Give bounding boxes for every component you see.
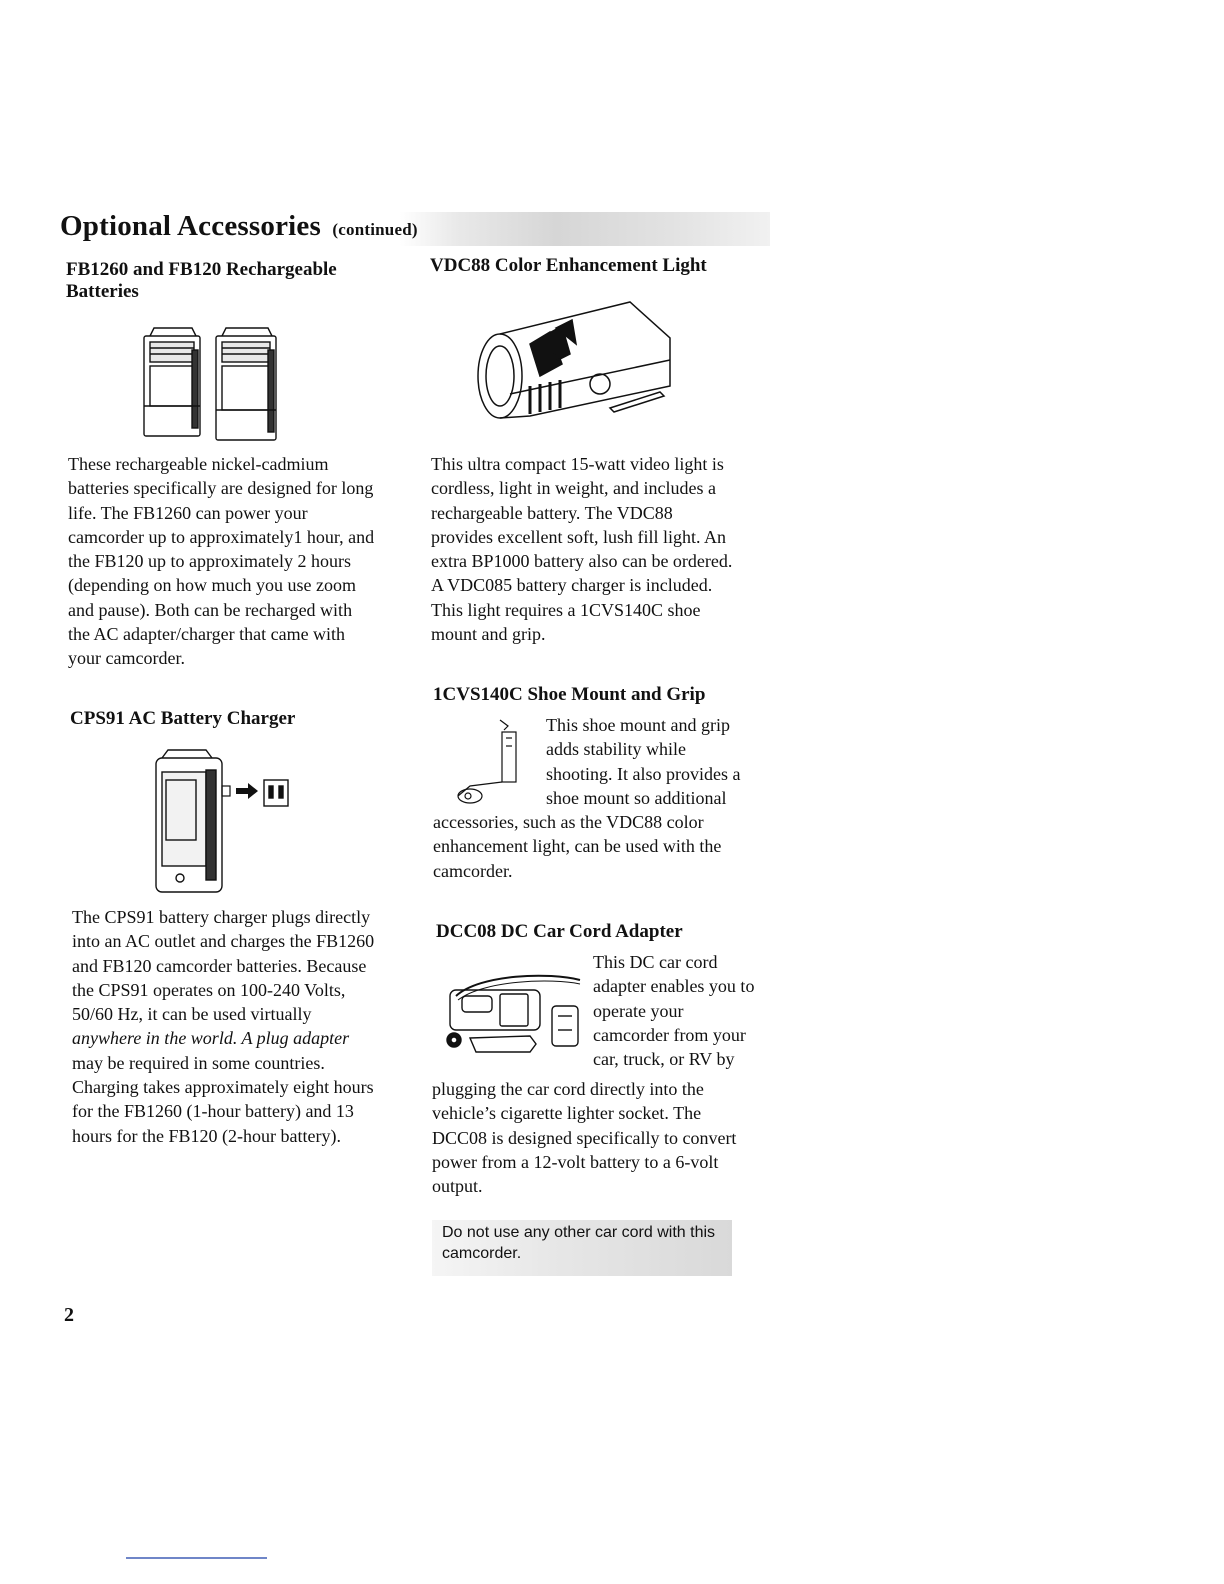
batteries-body [68,452,374,671]
carcord-body-line: This DC car cord [593,952,718,972]
grip-body-line: This shoe mount and grip [546,715,730,735]
charger-body [72,905,374,1148]
bottom-rule [126,1557,267,1559]
wall-outlet-icon [264,780,288,806]
batteries-body-line: batteries specifically are designed for long [68,478,374,499]
grip-body-line: accessories, such as the VDC88 color [433,812,704,832]
light-body-line: This light requires a 1CVS140C shoe [431,599,701,620]
grip-body-line: shooting. It also provides a [546,763,741,784]
arrow-right-icon [236,783,258,799]
carcord-body-full [432,1077,736,1198]
batteries-heading-line2: Batteries [66,281,139,302]
grip-body-full [433,810,721,883]
warning-line: Do not use any other car cord with this [442,1224,716,1241]
page-title-continued: (continued) [332,220,418,239]
charger-body-line: may be required in some countries. [72,1052,325,1073]
grip-body-line: camcorder. [433,860,513,881]
charger-body-line: anywhere in the world. A plug adapter [72,1028,350,1049]
light-body-line: rechargeable battery. The VDC88 [431,502,673,523]
page-title [60,210,418,243]
grip-body-beside [546,713,740,810]
grip-body-line: adds stability while [546,739,686,760]
battery-fb1260-icon [144,328,200,436]
warning-text [442,1222,715,1264]
batteries-body-line: (depending on how much you use zoom [68,575,356,596]
light-illustration [470,298,680,428]
battery-fb120-icon [216,328,276,440]
carcord-body-line: output. [432,1176,483,1197]
charger-body-line: the CPS91 operates on 100-240 Volts, [72,979,346,1000]
charger-body-line: for the FB1260 (1-hour battery) and 13 [72,1101,354,1122]
batteries-body-line: camcorder up to approximately1 hour, and [68,526,375,547]
carcord-body-line: power from a 12-volt battery to a 6-volt [432,1151,719,1172]
carcord-body-line: operate your [593,1000,684,1021]
page-title-text: Optional Accessories [60,210,321,242]
light-body-line: mount and grip. [431,624,546,645]
batteries-body-line: life. The FB1260 can power your [68,502,308,523]
light-body-line: This ultra compact 15-watt video light is [431,454,724,474]
grip-body-line: enhancement light, can be used with the [433,836,722,857]
carcord-body-line: plugging the car cord directly into the [432,1079,704,1099]
carcord-illustration [440,966,590,1058]
charger-body-line: Charging takes approximately eight hours [72,1077,374,1098]
shoe-mount-grip-icon [458,720,516,803]
charger-body-line: hours for the FB120 (2-hour battery). [72,1125,341,1146]
carcord-body-line: vehicle’s cigarette lighter socket. The [432,1103,702,1124]
carcord-body-line: DCC08 is designed specifically to convert [432,1127,737,1148]
carcord-heading: DCC08 DC Car Cord Adapter [436,921,683,942]
plug-icon [222,786,230,796]
grip-body-line: shoe mount so additional [546,787,727,808]
video-light-icon [478,302,670,418]
light-body [431,452,732,646]
light-body-line: extra BP1000 battery also can be ordered. [431,551,733,572]
batteries-body-line: the AC adapter/charger that came with [68,624,346,645]
charger-heading: CPS91 AC Battery Charger [70,708,296,729]
light-heading: VDC88 Color Enhancement Light [430,255,707,276]
batteries-body-line: your camcorder. [68,648,185,669]
car-cord-adapter-icon [447,976,580,1052]
charger-body-line: 50/60 Hz, it can be used virtually [72,1004,312,1025]
batteries-heading-line1: FB1260 and FB120 Rechargeable [66,259,337,280]
grip-illustration [450,716,530,812]
carcord-body-line: car, truck, or RV by [593,1049,735,1070]
batteries-illustration [140,326,285,441]
carcord-body-line: camcorder from your [593,1024,746,1045]
light-body-line: A VDC085 battery charger is included. [431,575,713,596]
carcord-body-line: adapter enables you to [593,976,755,997]
charger-body-line: into an AC outlet and charges the FB1260 [72,931,375,952]
charger-body-line: The CPS91 battery charger plugs directly [72,907,371,927]
light-body-line: provides excellent soft, lush fill light. An [431,526,726,547]
charger-body-line: and FB120 camcorder batteries. Because [72,955,367,976]
batteries-body-line: and pause). Both can be recharged with [68,599,353,620]
warning-line: camcorder. [442,1245,522,1262]
light-body-line: cordless, light in weight, and includes a [431,478,716,499]
carcord-body-beside [593,950,754,1071]
battery-charger-icon [156,750,222,892]
batteries-body-line: These rechargeable nickel-cadmium [68,454,329,474]
batteries-body-line: the FB120 up to approximately 2 hours [68,551,351,572]
charger-illustration [150,750,305,895]
page-number: 2 [64,1304,74,1326]
grip-heading: 1CVS140C Shoe Mount and Grip [433,684,706,705]
